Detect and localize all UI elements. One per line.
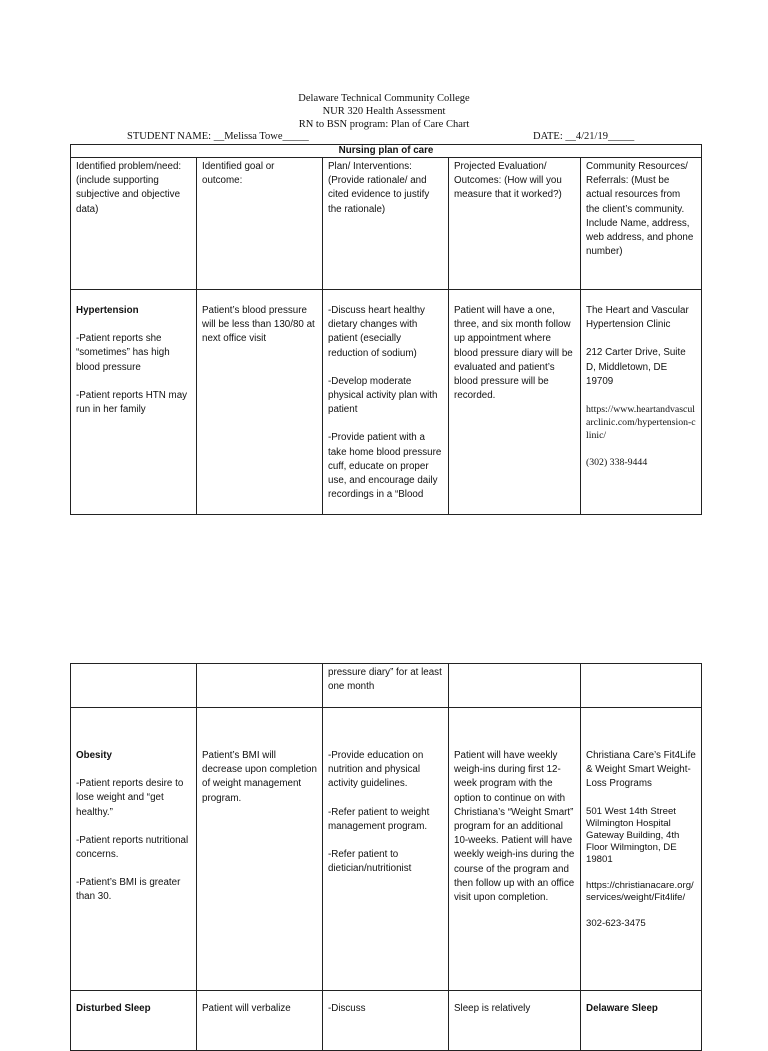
course-name: NUR 320 Health Assessment [322,106,446,117]
intervention-text: -Refer patient to weight management program. [328,806,430,832]
resource-web: https://christianacare.org/services/weight/Fit4life/ [586,879,694,903]
goal-text: Patient will verbalize [202,1003,291,1014]
goal-text: Patient’s BMI will decrease upon completion of weight management program. [202,750,317,804]
resource-address: 212 Carter Drive, Suite D, Middletown, DE 19709 [586,347,686,387]
intervention-text: -Refer patient to dietician/nutritionist [328,849,412,875]
resource-address: 501 West 14th Street Wilmington Hospital Gateway Building, 4th Floor Wilmington, DE 19801 [586,805,680,865]
resource-web: https://www.heartandvascularclinic.com/hypertension-clinic/ [586,404,696,442]
date-field: DATE: __4/21/19_____ [533,131,635,142]
care-plan-table-continued [70,663,702,1051]
column-header: Plan/ Interventions: (Provide rationale/ and cited evidence to justify the rationale) [323,158,449,290]
problem-title: Disturbed Sleep [76,1003,151,1014]
column-header: Identified goal or outcome: [197,158,323,290]
evaluation-text: Patient will have a one, three, and six month follow up appointment where blood pressure diary will be evaluated and patient’s blood pressure will be recorded. [454,305,573,402]
goal-text: Patient’s blood pressure will be less than 130/80 at next office visit [202,305,315,345]
resource-name: Christiana Care’s Fit4Life & Weight Smart Weight-Loss Programs [586,750,696,790]
resource-phone: (302) 338-9444 [586,457,648,469]
column-header: Identified problem/need: (include supporting subjective and objective data) [71,158,197,290]
table-row-sleep [71,991,702,1051]
column-header: Community Resources/ Referrals: (Must be actual resources from the client’s community. Include Name, address, web address, and phone number) [581,158,702,290]
college-name: Delaware Technical Community College [298,93,470,104]
problem-title: Obesity [76,750,112,761]
resource-phone: 302-623-3475 [586,917,646,929]
table-row-continued [71,664,702,708]
problem-detail: -Patient reports desire to lose weight and “get healthy.” [76,778,184,818]
table-row-obesity [71,708,702,991]
evaluation-text: Patient will have weekly weigh-ins during first 12-week program with the option to continue on with Christiana’s “Weight Smart” program for an additional 10-weeks. Patient will have weekly weigh-ins during the course of the program and then follow up with an office visit upon completion. [454,750,575,904]
problem-detail: -Patient reports HTN may run in her family [76,389,188,416]
problem-detail: -Patient’s BMI is greater than 30. [76,877,181,903]
intervention-text: -Discuss heart healthy dietary changes with patient (esecially reduction of sodium) [328,305,425,359]
column-header: Projected Evaluation/ Outcomes: (How will you measure that it worked?) [449,158,581,290]
program-name: RN to BSN program: Plan of Care Chart [298,119,470,130]
header-row [71,158,702,290]
resource-name: Delaware Sleep [586,1003,658,1014]
intervention-text: -Develop moderate physical activity plan with patient [328,375,438,416]
resource-name: The Heart and Vascular Hypertension Clinic [586,305,689,331]
care-plan-table [70,144,702,515]
problem-detail: -Patient reports she “sometimes” has high blood pressure [76,333,170,373]
intervention-text: -Provide patient with a take home blood pressure cuff, educate on proper use, and encourage daily recordings in a “Blood [328,432,442,501]
problem-detail: -Patient reports nutritional concerns. [76,834,189,861]
table-row-hypertension [71,290,702,515]
intervention-text: -Discuss [328,1003,366,1014]
table-caption: Nursing plan of care [71,145,702,158]
evaluation-text: Sleep is relatively [454,1003,531,1014]
problem-title: Hypertension [76,305,139,316]
student-name: STUDENT NAME: __Melissa Towe_____ [127,131,309,142]
intervention-text: pressure diary” for at least one month [328,667,442,693]
intervention-text: -Provide education on nutrition and physical activity guidelines. [328,750,424,790]
